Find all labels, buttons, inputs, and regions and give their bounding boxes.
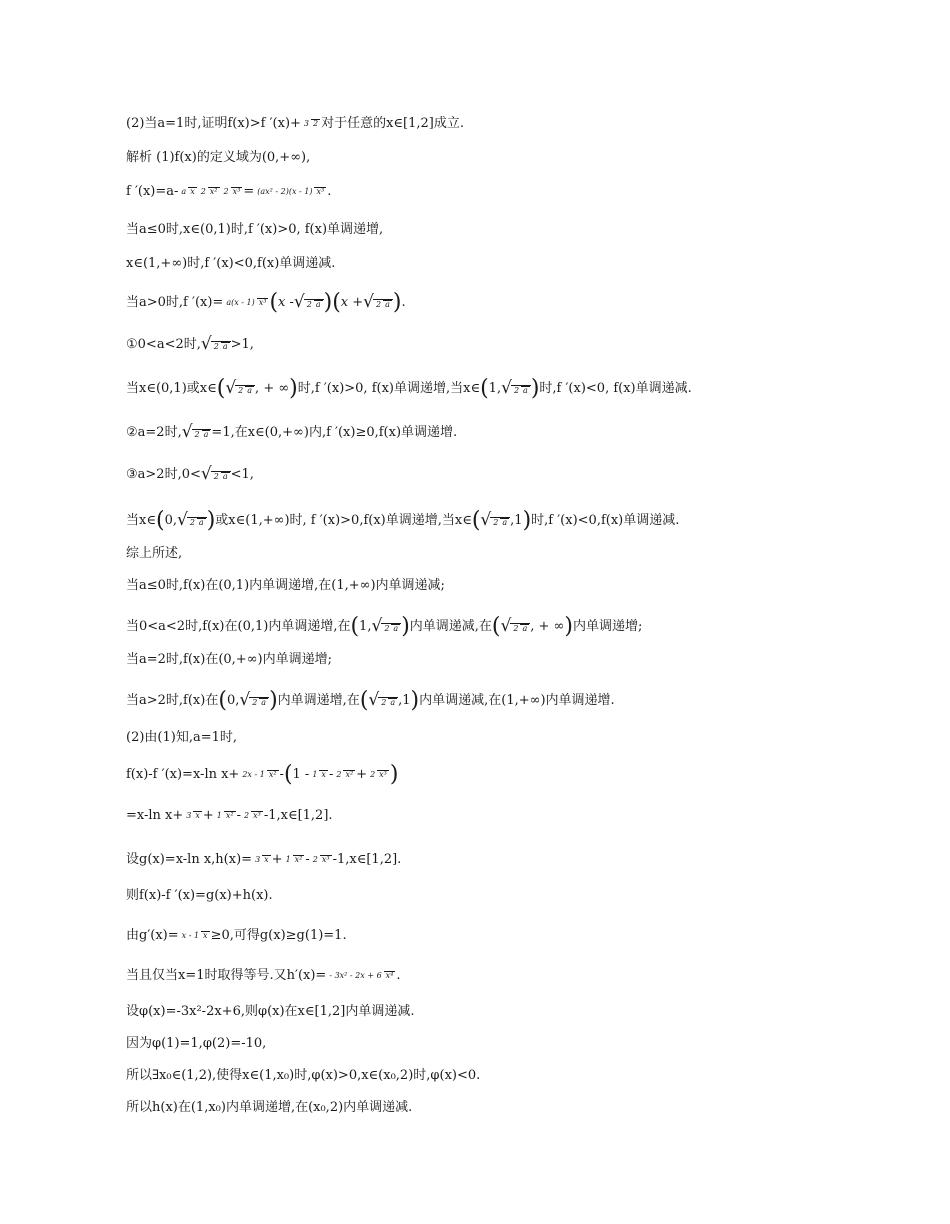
line-22	[126, 968, 890, 984]
fraction	[310, 770, 328, 779]
line-8	[126, 424, 890, 442]
paren: )	[522, 508, 532, 533]
frac-den: x³	[316, 187, 325, 197]
sqrt: √ 2 a	[371, 618, 401, 636]
frac-num: 1	[312, 770, 318, 780]
text: 所以∃x₀∈(1,2),使得x∈(1,x₀)时,φ(x)>0,x∈(x₀,2)时,φ(x)<0.	[126, 1068, 481, 1083]
paren: (	[471, 508, 481, 533]
text: 时,f ′(x)<0,f(x)单调递减.	[531, 513, 680, 529]
paren: (	[491, 614, 501, 639]
fraction	[255, 187, 326, 196]
frac-den: x	[321, 770, 326, 780]
paren: )	[392, 290, 402, 315]
text: =x-ln x+	[126, 808, 184, 823]
line-25	[126, 1068, 890, 1084]
text: x∈(1,+∞)时,f ′(x)<0,f(x)单调递减.	[126, 256, 336, 271]
paren: )	[401, 614, 410, 639]
text: 当a=2时,f(x)在(0,+∞)内单调递增;	[126, 652, 332, 667]
paren: )	[530, 376, 540, 401]
frac-num: 2	[513, 386, 520, 396]
text: 1 -	[292, 767, 310, 783]
text: -	[328, 767, 334, 783]
paren: )	[206, 508, 216, 533]
line-0	[126, 116, 890, 132]
frac-den: x²	[268, 770, 277, 780]
frac-num: - 3x² - 2x + 6	[329, 971, 382, 981]
line-12	[126, 578, 890, 594]
sqrt: √ 2 a	[182, 424, 212, 442]
frac-num: 2	[513, 624, 519, 634]
text: 当a≤0时,f(x)在(0,1)内单调递增,在(1,+∞)内单调递减;	[126, 578, 445, 593]
text: 由g′(x)=	[126, 928, 179, 943]
frac-den: a	[222, 472, 228, 481]
sqrt: √ 2 a	[225, 380, 255, 398]
frac-num: 2	[336, 770, 342, 780]
frac-num: 2	[493, 518, 499, 528]
text: .	[327, 184, 332, 199]
line-5	[126, 292, 890, 314]
paren: )	[289, 376, 298, 401]
sqrt: √ 2 a	[501, 618, 531, 636]
paren: )	[564, 614, 573, 639]
text: x -	[278, 295, 294, 311]
sqrt: √ 2 a	[480, 512, 510, 530]
frac-den: x	[190, 187, 195, 197]
line-3	[126, 222, 890, 238]
text: .	[401, 295, 406, 311]
frac-den: a	[502, 518, 508, 528]
paren: (	[332, 290, 341, 315]
frac-num: 2x - 1	[242, 770, 265, 780]
frac-num: 1	[216, 811, 222, 821]
sqrt: √ 2 a	[201, 336, 231, 354]
frac-num: 2	[189, 518, 195, 528]
text: 或x∈(1,+∞)时, f ′(x)>0,f(x)单调递增,当x∈	[215, 513, 472, 529]
frac-den: a	[522, 624, 528, 634]
fraction	[240, 770, 278, 779]
frac-den: x	[203, 931, 208, 941]
text: ③a>2时,0<	[126, 467, 201, 482]
line-20	[126, 888, 890, 904]
line-13: 当0<a<2时,f(x)在(0,1)内单调递增,在 ( 1 , √ 2 a ) 内单调递减,在 ( √ 2 a , + ∞ ) 内单调递增;	[126, 614, 643, 639]
text: + ∞	[538, 619, 565, 635]
fraction	[184, 811, 202, 820]
frac-den: a	[390, 698, 396, 708]
frac-den: a	[198, 518, 204, 528]
paren: )	[269, 688, 278, 713]
fraction	[327, 971, 395, 980]
fraction	[199, 187, 220, 196]
text: 0	[164, 513, 173, 529]
frac-den: a	[261, 698, 267, 708]
frac-den: x²	[209, 187, 218, 197]
text: +	[356, 767, 368, 783]
frac-den: a	[385, 300, 390, 310]
text: 1	[514, 513, 523, 529]
text: (2)当a=1时,证明f(x)>f ′(x)+	[126, 116, 301, 131]
text: x +	[340, 295, 364, 311]
frac-den: x⁴	[385, 971, 394, 981]
text: 当0<a<2时,f(x)在(0,1)内单调递增,在	[126, 619, 351, 635]
text: 内单调递增;	[572, 619, 643, 635]
fraction	[302, 119, 320, 128]
frac-num: 2	[194, 430, 200, 439]
text: 内单调递增,在	[277, 693, 360, 709]
line-14	[126, 652, 890, 668]
sqrt: √ 2 a	[501, 380, 531, 398]
text: f ′(x)=a-	[126, 184, 179, 199]
text: 1	[359, 619, 368, 635]
text: 当a>2时,f(x)在	[126, 693, 219, 709]
frac-num: 2	[223, 187, 229, 197]
text: <1,	[230, 467, 254, 482]
frac-den: 2	[313, 119, 319, 129]
line-11	[126, 546, 890, 562]
text: 内单调递减,在(1,+∞)内单调递增.	[419, 693, 615, 709]
paren: (	[155, 508, 165, 533]
frac-den: x³	[379, 770, 387, 780]
text: -1,x∈[1,2].	[332, 852, 402, 867]
text: 则f(x)-f ′(x)=g(x)+h(x).	[126, 888, 273, 903]
paren: )	[410, 688, 420, 713]
frac-num: 2	[312, 855, 318, 865]
frac-num: a(x - 1)	[226, 298, 255, 308]
frac-den: x²	[294, 855, 303, 865]
fraction	[224, 298, 268, 307]
text: (2)由(1)知,a=1时,	[126, 730, 238, 745]
text: >1,	[230, 337, 254, 352]
fraction	[179, 187, 196, 196]
text: 设φ(x)=-3x²-2x+6,则φ(x)在x∈[1,2]内单调递减.	[126, 1004, 415, 1019]
frac-num: 2	[238, 386, 244, 396]
text: 当x∈(0,1)或x∈	[126, 381, 217, 397]
frac-num: 2	[213, 472, 219, 481]
fraction	[242, 811, 263, 820]
text: 综上所述,	[126, 546, 183, 561]
fraction	[334, 770, 355, 779]
frac-den: x	[264, 855, 269, 865]
line-2: f ′(x)=a- a x 2 x² 2 x³ = (ax² - 2)(x - 1) x³ .	[126, 184, 332, 199]
frac-den: x³	[258, 298, 267, 308]
frac-den: a	[247, 386, 253, 396]
frac-num: x - 1	[181, 931, 200, 941]
text: 对于任意的x∈[1,2]成立.	[321, 116, 464, 131]
sqrt: √ 2 a	[363, 294, 393, 312]
fraction	[368, 770, 389, 779]
paren: (	[480, 376, 489, 401]
frac-den: a	[222, 342, 228, 351]
line-9	[126, 466, 890, 484]
frac-num: 2	[306, 300, 312, 310]
frac-den: x²	[345, 770, 354, 780]
text: 当a≤0时,x∈(0,1)时,f ′(x)>0, f(x)单调递增,	[126, 222, 384, 237]
line-18: =x-ln x+ 3 x + 1 x² - 2 x³ -1,x∈[1,2].	[126, 808, 333, 823]
text: 1	[402, 693, 411, 709]
frac-num: 2	[252, 698, 258, 708]
frac-num: 2	[376, 300, 382, 310]
frac-den: x³	[321, 855, 330, 865]
line-21	[126, 928, 890, 944]
line-19: 设g(x)=x-ln x,h(x)= 3 x + 1 x² - 2 x³ -1,x∈[1,2].	[126, 852, 402, 867]
text: 内单调递减,在	[409, 619, 492, 635]
fraction	[311, 855, 332, 864]
text: =1,在x∈(0,+∞)内,f ′(x)≥0,f(x)单调递增.	[211, 425, 458, 440]
sqrt: √ 2 a	[294, 294, 324, 312]
fraction	[222, 187, 243, 196]
text: + ∞	[263, 381, 290, 397]
frac-num: (ax² - 2)(x - 1)	[257, 187, 313, 197]
paren: (	[283, 762, 293, 787]
line-16	[126, 730, 890, 746]
text: ≥0,可得g(x)≥g(1)=1.	[210, 928, 347, 943]
frac-den: x³	[253, 811, 261, 821]
frac-den: a	[393, 624, 399, 634]
text: 0	[226, 693, 236, 709]
frac-num: 1	[285, 855, 291, 865]
paren: (	[359, 688, 369, 713]
text: 当a>0时,f ′(x)=	[126, 295, 224, 311]
paren: (	[269, 290, 279, 315]
frac-num: 2	[213, 342, 219, 351]
line-4	[126, 256, 890, 272]
text: 当x∈	[126, 513, 156, 529]
line-10: 当x∈ ( 0 , √ 2 a ) 或x∈(1,+∞)时, f ′(x)>0,f(x)单调递增,当x∈ ( √ 2 a , 1 ) 时,f ′(x)<0,f(x)单调递减.	[126, 508, 680, 533]
text: 解析 (1)f(x)的定义域为(0,+∞),	[126, 150, 311, 165]
frac-num: a	[181, 187, 187, 197]
line-26	[126, 1100, 890, 1116]
frac-num: 3	[255, 855, 261, 865]
frac-den: a	[315, 300, 321, 310]
sqrt: √ 2 a	[239, 692, 269, 710]
fraction	[180, 931, 210, 940]
frac-num: 3	[303, 119, 309, 129]
frac-den: a	[203, 430, 209, 439]
frac-num: 2	[370, 770, 376, 780]
frac-num: 2	[384, 624, 390, 634]
fraction	[253, 855, 271, 864]
line-15: 当a>2时,f(x)在 ( 0 , √ 2 a ) 内单调递增,在 ( √ 2 a , 1 ) 内单调递减,在(1,+∞)内单调递增.	[126, 688, 615, 713]
paren: (	[350, 614, 360, 639]
line-6	[126, 336, 890, 354]
frac-num: 2	[381, 698, 387, 708]
line-24	[126, 1036, 890, 1052]
paren: )	[389, 762, 399, 787]
line-23	[126, 1004, 890, 1020]
frac-den: x	[195, 811, 200, 821]
frac-num: 2	[244, 811, 250, 821]
paren: )	[323, 290, 333, 315]
sqrt: √ 2 a	[201, 466, 231, 484]
fraction	[284, 855, 305, 864]
frac-num: 3	[186, 811, 192, 821]
text: f(x)-f ′(x)=x-ln x+	[126, 767, 240, 783]
sqrt: √ 2 a	[368, 692, 398, 710]
text: 时,f ′(x)>0, f(x)单调递增,当x∈	[297, 381, 481, 397]
text: 设g(x)=x-ln x,h(x)=	[126, 852, 253, 867]
frac-den: x³	[232, 187, 241, 197]
text: -1,x∈[1,2].	[263, 808, 333, 823]
paren: (	[216, 376, 226, 401]
text: ②a=2时,	[126, 425, 182, 440]
text: 所以h(x)在(1,x₀)内单调递增,在(x₀,2)内单调递减.	[126, 1100, 413, 1115]
line-1	[126, 150, 890, 166]
sqrt: √ 2 a	[177, 512, 207, 530]
text: .	[396, 968, 401, 983]
paren: (	[218, 688, 227, 713]
frac-den: a	[523, 386, 528, 396]
fraction	[215, 811, 236, 820]
text: ①0<a<2时,	[126, 337, 201, 352]
frac-num: 2	[200, 187, 206, 197]
line-7: 当x∈(0,1)或x∈ ( √ 2 a , + ∞ ) 时,f ′(x)>0, f(x)单调递增,当x∈ ( 1 , √ 2 a ) 时,f ′(x)<0, f(x)单调递减.	[126, 376, 692, 401]
text: 1	[488, 381, 497, 397]
text: 时,f ′(x)<0, f(x)单调递减.	[539, 381, 692, 397]
text: 当且仅当x=1时取得等号.又h′(x)=	[126, 968, 327, 983]
line-17: f(x)-f ′(x)=x-ln x+ 2x - 1 x² - ( 1 - 1 x - 2 x² + 2 x³ )	[126, 762, 399, 787]
text: 因为φ(1)=1,φ(2)=-10,	[126, 1036, 267, 1051]
frac-den: x²	[225, 811, 234, 821]
